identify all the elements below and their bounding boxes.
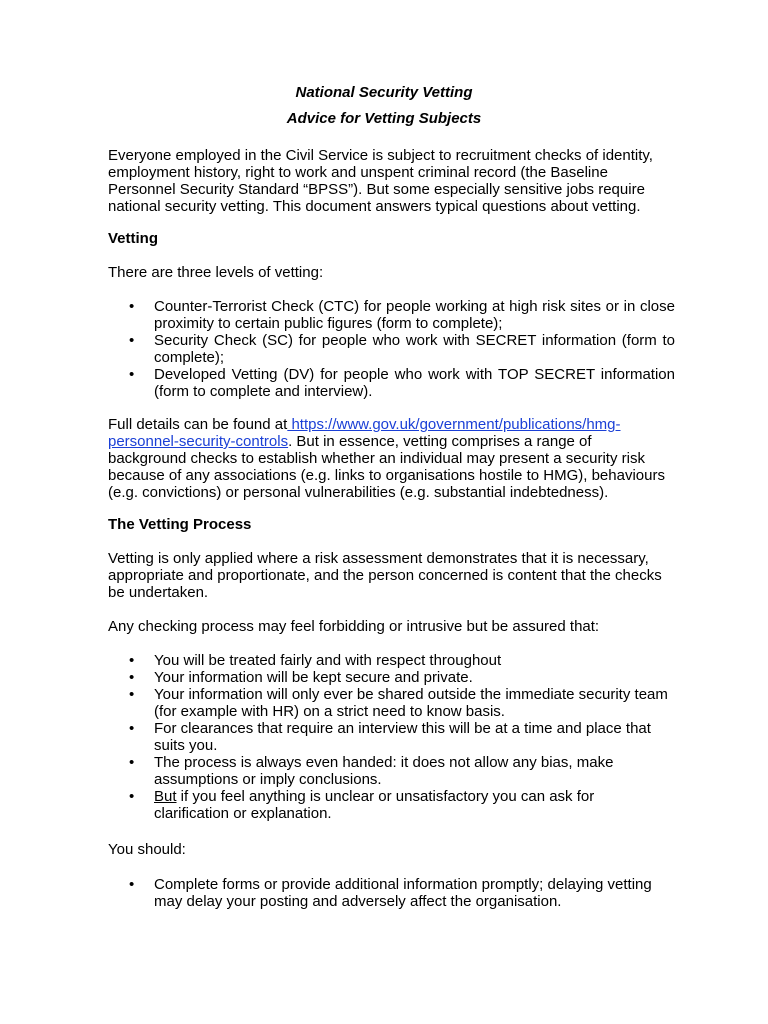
list-item: • Developed Vetting (DV) for people who work with TOP SECRET information (form to complete and interview). <box>108 366 675 400</box>
should-lead: You should: <box>108 841 186 858</box>
vetting-levels-list <box>108 298 675 400</box>
list-item-line: The process is always even handed: it does not allow any bias, make assumptions or imply conclusions. <box>154 754 614 788</box>
document-title: National Security Vetting <box>295 84 473 101</box>
vetting-heading: Vetting <box>108 230 159 247</box>
list-item: • You will be treated fairly and with respect throughout <box>108 652 668 669</box>
details-prefix: Full details can be found at <box>108 416 288 433</box>
gov-uk-link[interactable]: https://www.gov.uk/government/publications/hmg-personnel-security-controls <box>108 416 621 450</box>
vetting-lead: There are three levels of vetting: <box>108 264 324 281</box>
list-item <box>108 788 668 822</box>
assurances-list <box>108 652 668 822</box>
process-paragraph: Vetting is only applied where a risk assessment demonstrates that it is necessary, appropriate and proportionate, and the person concerned is content that the checks be undertaken. <box>108 550 662 601</box>
list-item: • Counter-Terrorist Check (CTC) for people working at high risk sites or in close proximity to certain public figures (form to complete); <box>108 298 675 332</box>
list-item: • Your information will be kept secure and private. <box>108 669 668 686</box>
details-paragraph <box>108 416 670 501</box>
process-heading: The Vetting Process <box>108 516 252 533</box>
document-subtitle: Advice for Vetting Subjects <box>286 110 482 127</box>
list-item-rest: if you feel anything is unclear or unsatisfactory you can ask for clarification or explanation. <box>154 788 595 822</box>
list-item: • Complete forms or provide additional information promptly; delaying vetting may delay your posting and adversely affect the organisation. <box>108 876 678 910</box>
list-item <box>108 754 668 788</box>
list-item: • For clearances that require an interview this will be at a time and place that suits you. <box>108 720 668 754</box>
details-suffix: . But in essence, vetting comprises a range of background checks to establish whether an individual may present a security risk because of any associations (e.g. links to organisations hostile to HMG), behaviours (e.g. convictions) or personal vulnerabilities (e.g. substantial indebtedness). <box>108 433 665 501</box>
list-item: • Your information will only ever be shared outside the immediate security team (for example with HR) on a strict need to know basis. <box>108 686 668 720</box>
should-list <box>108 876 678 910</box>
intro-paragraph: Everyone employed in the Civil Service is subject to recruitment checks of identity, employment history, right to work and unspent criminal record (the Baseline Personnel Security Standard “BPSS”). But some especially sensitive jobs require national security vetting. This document answers typical questions about vetting. <box>108 147 653 215</box>
assurance-lead: Any checking process may feel forbidding or intrusive but be assured that: <box>108 618 600 635</box>
list-item: • Security Check (SC) for people who work with SECRET information (form to complete); <box>108 332 675 366</box>
emphasis-but: But <box>154 788 177 805</box>
